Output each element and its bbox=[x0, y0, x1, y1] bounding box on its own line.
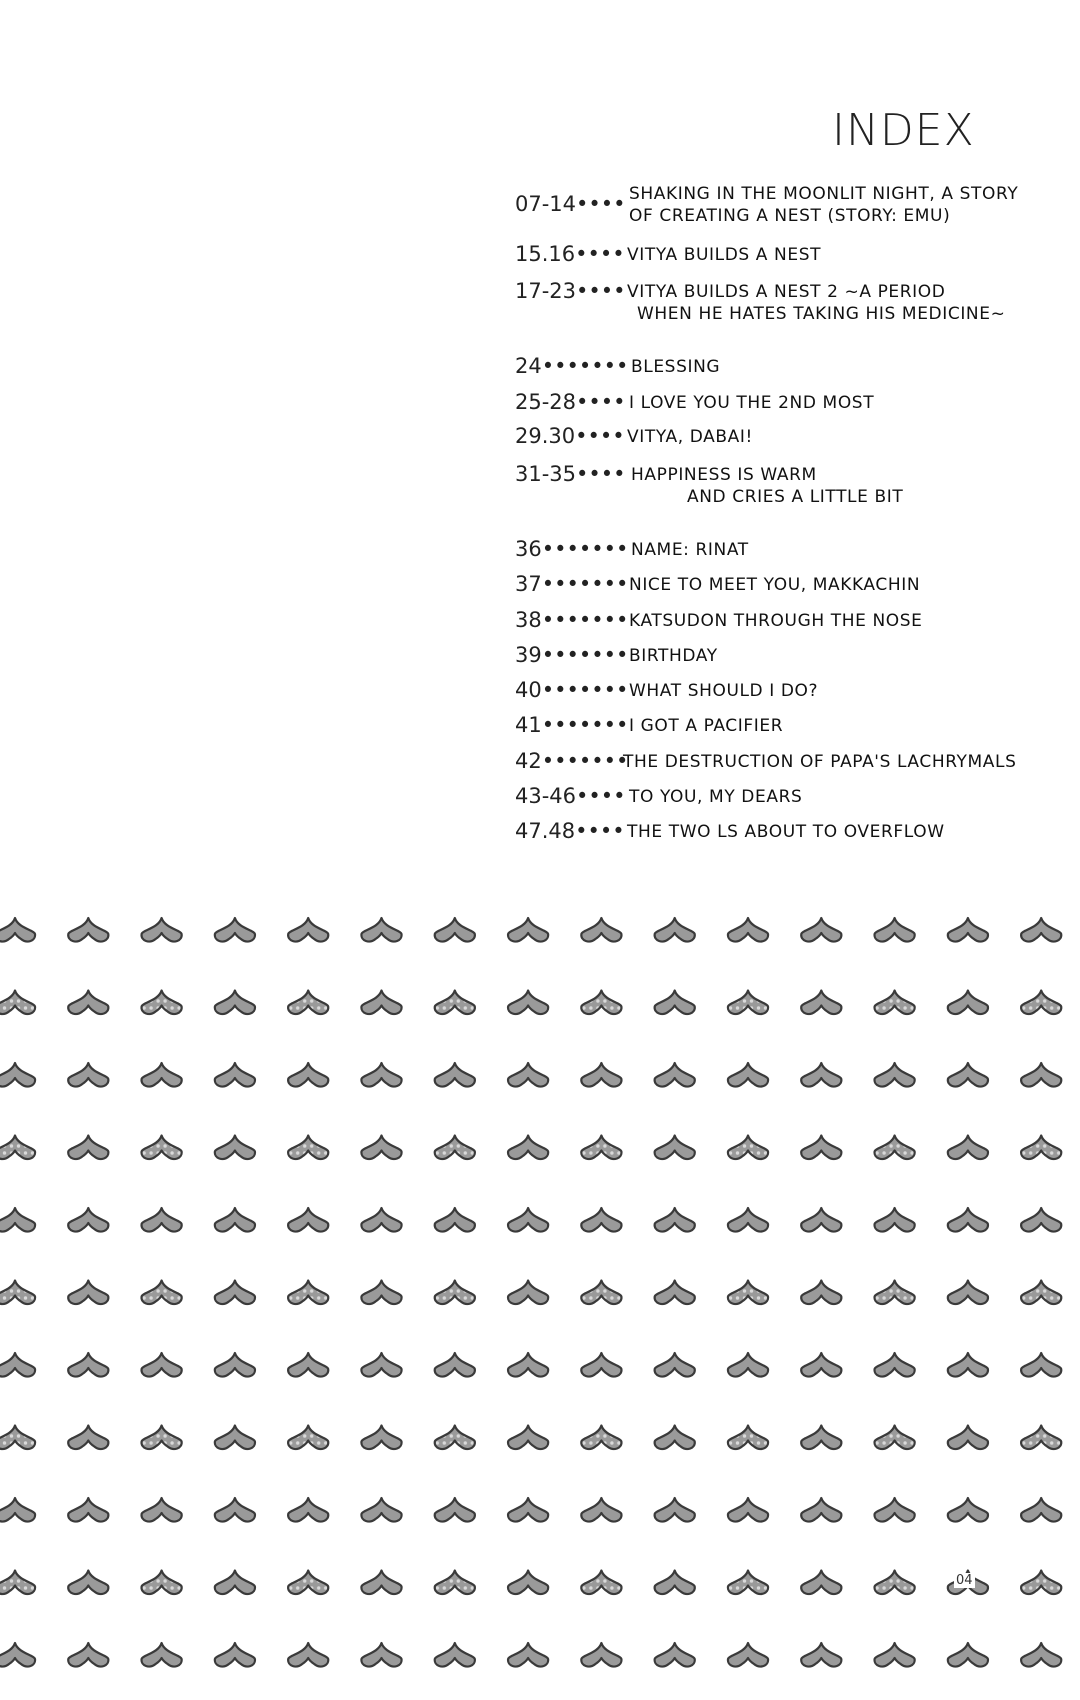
heart-icon bbox=[215, 1353, 255, 1376]
heart-icon bbox=[948, 1281, 988, 1304]
heart-icon bbox=[1021, 918, 1061, 941]
dotted-heart-icon bbox=[435, 1136, 475, 1159]
heart-icon bbox=[142, 1208, 182, 1231]
heart-icon bbox=[801, 1426, 841, 1449]
entry-pages: 17-23•••• bbox=[515, 279, 626, 303]
heart-icon bbox=[288, 1063, 328, 1086]
heart-icon bbox=[581, 918, 621, 941]
heart-icon bbox=[801, 991, 841, 1014]
entry-title-continued: WHEN HE HATES TAKING HIS MEDICINE~ bbox=[637, 304, 1006, 324]
heart-icon bbox=[0, 1208, 35, 1231]
heart-icon bbox=[0, 918, 35, 941]
entry-title: BLESSING bbox=[631, 357, 721, 377]
heart-icon bbox=[875, 1063, 915, 1086]
entry-pages: 15.16•••• bbox=[515, 242, 625, 266]
entry-pages: 24••••••• bbox=[515, 354, 629, 378]
heart-icon bbox=[728, 1353, 768, 1376]
heart-icon bbox=[215, 1498, 255, 1521]
heart-icon bbox=[508, 918, 548, 941]
dotted-heart-icon bbox=[0, 991, 35, 1014]
heart-icon bbox=[801, 1208, 841, 1231]
heart-icon bbox=[801, 1281, 841, 1304]
heart-icon bbox=[435, 1208, 475, 1231]
heart-icon bbox=[68, 1353, 108, 1376]
heart-icon bbox=[288, 1643, 328, 1666]
dotted-heart-icon bbox=[875, 1136, 915, 1159]
heart-icon bbox=[361, 1643, 401, 1666]
entry-pages: 47.48•••• bbox=[515, 819, 625, 843]
heart-pattern bbox=[0, 895, 1080, 1700]
dotted-heart-icon bbox=[288, 991, 328, 1014]
heart-icon bbox=[0, 1063, 35, 1086]
entry-title: THE TWO LS ABOUT TO OVERFLOW bbox=[627, 822, 945, 842]
heart-icon bbox=[215, 918, 255, 941]
heart-icon bbox=[581, 1643, 621, 1666]
heart-icon bbox=[801, 1353, 841, 1376]
dotted-heart-icon bbox=[288, 1136, 328, 1159]
heart-icon bbox=[68, 1643, 108, 1666]
heart-icon bbox=[801, 1643, 841, 1666]
entry-title: TO YOU, MY DEARS bbox=[629, 787, 803, 807]
entry-pages: 39••••••• bbox=[515, 643, 629, 667]
heart-icon bbox=[1021, 1353, 1061, 1376]
heart-icon bbox=[361, 1136, 401, 1159]
heart-icon bbox=[435, 1353, 475, 1376]
heart-icon bbox=[508, 1571, 548, 1594]
entry-title: VITYA BUILDS A NEST 2 ~A PERIOD bbox=[627, 282, 946, 302]
entry-pages: 36••••••• bbox=[515, 537, 629, 561]
dotted-heart-icon bbox=[581, 991, 621, 1014]
heart-icon bbox=[68, 1571, 108, 1594]
heart-icon bbox=[728, 918, 768, 941]
dotted-heart-icon bbox=[142, 991, 182, 1014]
heart-icon bbox=[1021, 1063, 1061, 1086]
heart-icon bbox=[581, 1498, 621, 1521]
entry-title: SHAKING IN THE MOONLIT NIGHT, A STORY bbox=[629, 184, 1019, 204]
dotted-heart-icon bbox=[0, 1571, 35, 1594]
heart-icon bbox=[948, 918, 988, 941]
dotted-heart-icon bbox=[581, 1281, 621, 1304]
heart-icon bbox=[68, 1136, 108, 1159]
entry-pages: 25-28•••• bbox=[515, 390, 626, 414]
dotted-heart-icon bbox=[1021, 1281, 1061, 1304]
heart-icon bbox=[1021, 1208, 1061, 1231]
heart-icon bbox=[288, 1498, 328, 1521]
heart-icon bbox=[948, 1208, 988, 1231]
index-entry bbox=[515, 279, 1075, 330]
heart-icon bbox=[288, 1353, 328, 1376]
dotted-heart-icon bbox=[288, 1281, 328, 1304]
entry-title: KATSUDON THROUGH THE NOSE bbox=[629, 611, 923, 631]
dotted-heart-icon bbox=[581, 1426, 621, 1449]
entry-title-continued: OF CREATING A NEST (STORY: EMU) bbox=[629, 206, 951, 226]
dotted-heart-icon bbox=[875, 1571, 915, 1594]
entry-title: BIRTHDAY bbox=[629, 646, 718, 666]
heart-icon bbox=[361, 1426, 401, 1449]
entry-title: NICE TO MEET YOU, MAKKACHIN bbox=[629, 575, 921, 595]
heart-icon bbox=[801, 1063, 841, 1086]
heart-icon bbox=[728, 1208, 768, 1231]
heart-icon bbox=[655, 1281, 695, 1304]
dotted-heart-icon bbox=[728, 991, 768, 1014]
heart-icon bbox=[728, 1498, 768, 1521]
heart-icon bbox=[655, 1643, 695, 1666]
heart-icon bbox=[215, 991, 255, 1014]
entry-pages: 31-35•••• bbox=[515, 462, 626, 486]
heart-icon bbox=[875, 1643, 915, 1666]
heart-icon bbox=[508, 1281, 548, 1304]
heart-icon bbox=[508, 1136, 548, 1159]
heart-icon bbox=[508, 991, 548, 1014]
dotted-heart-icon bbox=[581, 1136, 621, 1159]
entry-pages: 07-14•••• bbox=[515, 192, 626, 216]
heart-icon bbox=[435, 1498, 475, 1521]
dotted-heart-icon bbox=[0, 1136, 35, 1159]
page-title: INDEX bbox=[832, 105, 975, 156]
heart-icon bbox=[68, 1426, 108, 1449]
heart-icon bbox=[581, 1063, 621, 1086]
dotted-heart-icon bbox=[728, 1281, 768, 1304]
dotted-heart-icon bbox=[142, 1426, 182, 1449]
dotted-heart-icon bbox=[142, 1281, 182, 1304]
entry-pages: 37••••••• bbox=[515, 572, 629, 596]
dotted-heart-icon bbox=[875, 1426, 915, 1449]
heart-icon bbox=[655, 1208, 695, 1231]
heart-icon bbox=[948, 1426, 988, 1449]
dotted-heart-icon bbox=[0, 1281, 35, 1304]
heart-icon bbox=[361, 991, 401, 1014]
heart-icon bbox=[655, 1063, 695, 1086]
heart-icon bbox=[142, 1498, 182, 1521]
heart-icon bbox=[215, 1281, 255, 1304]
dotted-heart-icon bbox=[1021, 991, 1061, 1014]
heart-icon bbox=[1021, 1643, 1061, 1666]
dotted-heart-icon bbox=[1021, 1136, 1061, 1159]
heart-icon bbox=[948, 1063, 988, 1086]
heart-icon bbox=[655, 1498, 695, 1521]
heart-icon bbox=[801, 1571, 841, 1594]
heart-icon bbox=[68, 1063, 108, 1086]
heart-icon bbox=[0, 1353, 35, 1376]
heart-icon bbox=[0, 1643, 35, 1666]
heart-icon bbox=[361, 1208, 401, 1231]
index-entry bbox=[515, 819, 1075, 870]
heart-icon bbox=[655, 918, 695, 941]
dotted-heart-icon bbox=[142, 1136, 182, 1159]
entry-pages: 29.30•••• bbox=[515, 424, 625, 448]
heart-icon bbox=[361, 918, 401, 941]
heart-icon bbox=[361, 1498, 401, 1521]
heart-icon bbox=[948, 1136, 988, 1159]
dotted-heart-icon bbox=[142, 1571, 182, 1594]
heart-icon bbox=[581, 1353, 621, 1376]
heart-icon bbox=[215, 1208, 255, 1231]
heart-icon bbox=[288, 1208, 328, 1231]
dotted-heart-icon bbox=[288, 1426, 328, 1449]
dotted-heart-icon bbox=[435, 1571, 475, 1594]
dotted-heart-icon bbox=[728, 1571, 768, 1594]
heart-icon bbox=[361, 1571, 401, 1594]
entry-pages: 38••••••• bbox=[515, 608, 629, 632]
heart-icon bbox=[68, 918, 108, 941]
heart-icon bbox=[142, 1063, 182, 1086]
index-entry bbox=[515, 462, 1075, 513]
entry-pages: 42••••••• bbox=[515, 749, 629, 773]
heart-icon bbox=[875, 1208, 915, 1231]
dotted-heart-icon bbox=[581, 1571, 621, 1594]
entry-title: HAPPINESS IS WARM bbox=[631, 465, 817, 485]
heart-icon bbox=[728, 1643, 768, 1666]
heart-icon bbox=[508, 1063, 548, 1086]
heart-icon bbox=[435, 918, 475, 941]
dotted-heart-icon bbox=[728, 1426, 768, 1449]
index-entry bbox=[515, 184, 1075, 238]
heart-icon bbox=[508, 1353, 548, 1376]
heart-icon bbox=[801, 1136, 841, 1159]
entry-title: VITYA BUILDS A NEST bbox=[627, 245, 822, 265]
heart-icon bbox=[0, 1498, 35, 1521]
heart-icon bbox=[655, 1136, 695, 1159]
entry-pages: 43-46•••• bbox=[515, 784, 626, 808]
heart-icon bbox=[875, 1498, 915, 1521]
dotted-heart-icon bbox=[875, 991, 915, 1014]
entry-title: THE DESTRUCTION OF PAPA'S LACHRYMALS bbox=[623, 752, 1017, 772]
heart-icon bbox=[435, 1063, 475, 1086]
heart-icon bbox=[655, 991, 695, 1014]
heart-icon bbox=[215, 1643, 255, 1666]
heart-icon bbox=[361, 1281, 401, 1304]
heart-icon bbox=[728, 1063, 768, 1086]
heart-icon bbox=[948, 991, 988, 1014]
heart-icon bbox=[508, 1208, 548, 1231]
heart-icon bbox=[142, 918, 182, 941]
dotted-heart-icon bbox=[435, 1281, 475, 1304]
dotted-heart-icon bbox=[0, 1426, 35, 1449]
page-number: 04 bbox=[956, 1573, 973, 1588]
heart-icon bbox=[435, 1643, 475, 1666]
entry-title-continued: AND CRIES A LITTLE BIT bbox=[687, 487, 904, 507]
heart-icon bbox=[508, 1498, 548, 1521]
heart-icon bbox=[215, 1136, 255, 1159]
dotted-heart-icon bbox=[435, 1426, 475, 1449]
heart-icon bbox=[655, 1571, 695, 1594]
heart-icon bbox=[508, 1643, 548, 1666]
heart-icon bbox=[361, 1063, 401, 1086]
entry-title: I LOVE YOU THE 2ND MOST bbox=[629, 393, 875, 413]
heart-icon bbox=[68, 1208, 108, 1231]
heart-icon bbox=[215, 1063, 255, 1086]
heart-icon bbox=[875, 1353, 915, 1376]
entry-pages: 41••••••• bbox=[515, 713, 629, 737]
heart-icon bbox=[68, 991, 108, 1014]
heart-icon bbox=[948, 1498, 988, 1521]
heart-icon bbox=[508, 1426, 548, 1449]
dotted-heart-icon bbox=[435, 991, 475, 1014]
heart-icon bbox=[948, 1643, 988, 1666]
heart-icon bbox=[655, 1353, 695, 1376]
entry-title: VITYA, DABAI! bbox=[627, 427, 753, 447]
heart-icon bbox=[142, 1353, 182, 1376]
heart-icon bbox=[801, 918, 841, 941]
heart-icon bbox=[288, 918, 328, 941]
entry-title: I GOT A PACIFIER bbox=[629, 716, 784, 736]
heart-icon bbox=[215, 1426, 255, 1449]
dotted-heart-icon bbox=[1021, 1426, 1061, 1449]
heart-icon bbox=[581, 1208, 621, 1231]
entry-title: WHAT SHOULD I DO? bbox=[629, 681, 819, 701]
heart-icon bbox=[68, 1281, 108, 1304]
heart-icon bbox=[948, 1353, 988, 1376]
heart-icon bbox=[142, 1643, 182, 1666]
heart-icon bbox=[68, 1498, 108, 1521]
heart-icon bbox=[801, 1498, 841, 1521]
heart-icon bbox=[655, 1426, 695, 1449]
dotted-heart-icon bbox=[288, 1571, 328, 1594]
dotted-heart-icon bbox=[1021, 1571, 1061, 1594]
heart-icon bbox=[1021, 1498, 1061, 1521]
heart-icon bbox=[215, 1571, 255, 1594]
entry-title: NAME: RINAT bbox=[631, 540, 749, 560]
heart-icon bbox=[361, 1353, 401, 1376]
entry-pages: 40••••••• bbox=[515, 678, 629, 702]
heart-icon bbox=[875, 918, 915, 941]
dotted-heart-icon bbox=[875, 1281, 915, 1304]
dotted-heart-icon bbox=[728, 1136, 768, 1159]
